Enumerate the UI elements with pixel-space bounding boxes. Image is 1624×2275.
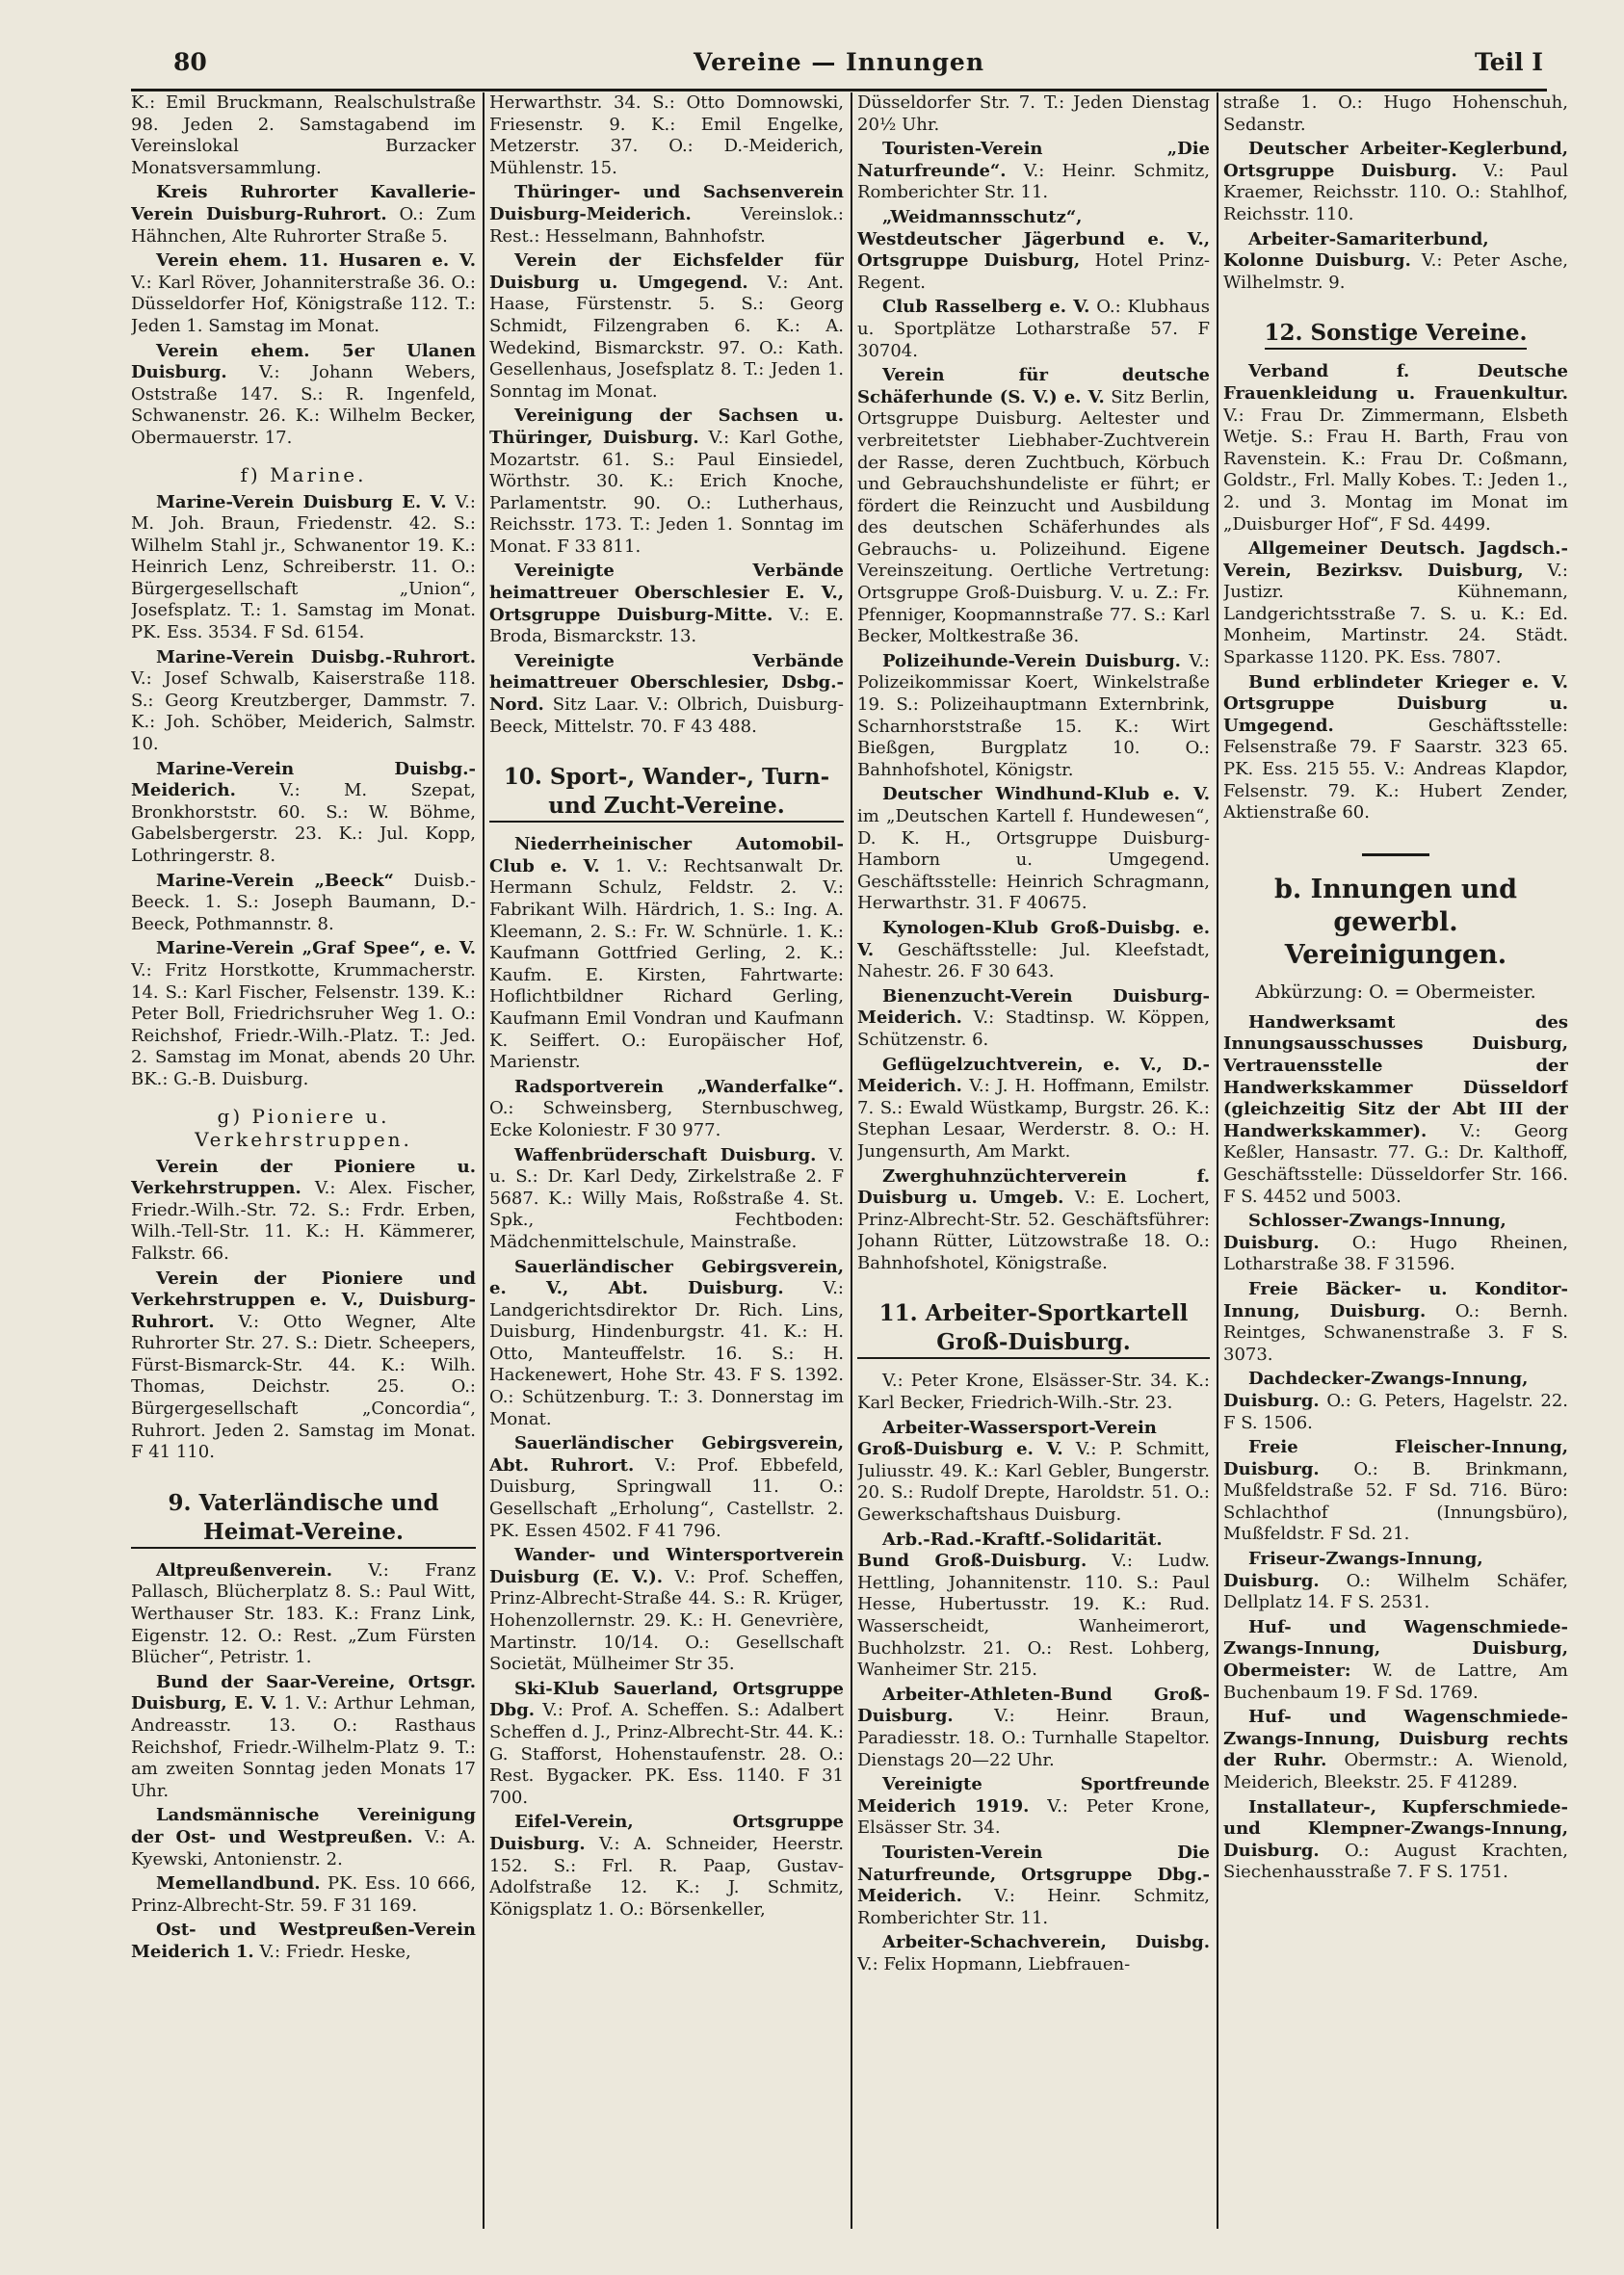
entry bbox=[1223, 1437, 1568, 1546]
entry bbox=[857, 139, 1210, 204]
column-rule bbox=[851, 92, 852, 2229]
entry bbox=[1223, 1279, 1568, 1366]
entry bbox=[131, 1157, 476, 1266]
entry-name: Allgemeiner Deutsch. Jagdsch.-Verein, Bezirksv. Duisburg, bbox=[1223, 538, 1568, 581]
entry-name: Arbeiter-Samariterbund, Kolonne Duisburg. bbox=[1223, 228, 1489, 272]
entry bbox=[489, 561, 844, 647]
entry-details: O.: August Krachten, Siechenhausstraße 7. F S. 1751. bbox=[1223, 1840, 1568, 1883]
entry-name: Touristen-Verein Die Naturfreunde, Ortsgruppe Dbg.-Meiderich. bbox=[857, 1842, 1210, 1907]
running-title: Vereine — Innungen bbox=[693, 48, 985, 76]
entry bbox=[1223, 538, 1568, 669]
section-heading bbox=[857, 1299, 1210, 1359]
entry bbox=[131, 182, 476, 248]
section-title: 9. Vaterländische und Heimat-Vereine. bbox=[131, 1489, 476, 1549]
entry bbox=[1223, 672, 1568, 824]
entry-details: V.: M. Szepat, Bronkhorststr. 60. S.: W. Böhme, Gabelsbergerstr. 23. K.: Jul. Kopp, Lothringerstr. 8. bbox=[131, 780, 476, 866]
entry-details: O.: Wilhelm Schäfer, Dellplatz 14. F S. 2531. bbox=[1223, 1570, 1568, 1613]
entry-details: Geschäftsstelle: Jul. Kleefstadt, Nahestr. 26. F 30 643. bbox=[857, 939, 1210, 982]
entry-name: Landsmännische Vereinigung der Ost- und Westpreußen. bbox=[131, 1805, 476, 1847]
entry-details: V.: Karl Gothe, Mozartstr. 61. S.: Paul Einsiedel, Wörthstr. 30. K.: Erich Knoche, Parlamentstr. 90. O.: Lutherhaus, Reichsstr. 173. T.: Jeden 1. Sonntag im Monat. F 33 811. bbox=[489, 427, 844, 557]
entry-details: V.: Felix Hopmann, Liebfrauen- bbox=[857, 1953, 1131, 1974]
entry-name: Radsportverein „Wanderfalke“. bbox=[514, 1076, 844, 1097]
entry-details: W. de Lattre, Am Buchenbaum 19. F Sd. 1769. bbox=[1223, 1660, 1568, 1703]
entry-name: Niederrheinischer Automobil-Club e. V. bbox=[489, 834, 844, 876]
section-heading bbox=[1223, 319, 1568, 350]
entry-details: V.: Heinr. Braun, Paradiesstr. 18. O.: Turnhalle Stapeltor. Dienstags 20—22 Uhr. bbox=[857, 1706, 1210, 1770]
entry-details: Geschäftsstelle: Felsenstraße 79. F Saarstr. 323 65. PK. Ess. 215 55. V.: Andreas Klapdor, Felsenstr. 79. K.: Hubert Zender, Aktienstraße 60. bbox=[1223, 715, 1568, 824]
entry bbox=[857, 1685, 1210, 1771]
entry-details: V.: E. Broda, Bismarckstr. 13. bbox=[489, 604, 844, 647]
entry bbox=[131, 1920, 476, 1963]
entry-details: O.: B. Brinkmann, Mußfeldstraße 52. F Sd. 716. Büro: Schlachthof (Innungsbüro), Mußfeldstr. F Sd. 21. bbox=[1223, 1458, 1568, 1545]
entry-details: V.: Otto Wegner, Alte Ruhrorter Str. 27. S.: Dietr. Scheepers, Fürst-Bismarck-Str. 44. K.: Wilh. Thomas, Deichstr. 25. O.: Bürgergesellschaft „Concordia“, Ruhrort. Jeden 2. Samstag im Monat. F 41 110. bbox=[131, 1311, 476, 1463]
entry-name: Marine-Verein „Beeck“ bbox=[156, 870, 394, 891]
entry bbox=[131, 1873, 476, 1917]
entry-name: Memellandbund. bbox=[156, 1873, 321, 1895]
entry-name: Handwerksamt des Innungsausschusses Duisburg, Vertrauensstelle der Handwerkskammer Düsseldorf (gleichzeitig Sitz der Abt III der Handwerkskammer). bbox=[1223, 1011, 1568, 1141]
entry bbox=[857, 1055, 1210, 1164]
entry-details: Sitz Berlin, Ortsgruppe Duisburg. Aeltester und verbreitetster Liebhaber-Zuchtverein der Rasse, deren Zuchtbuch, Körbuch und Gebrauchshundeliste er führt; er fördert die Reinzucht und Ausbildung des deutschen Schäferhundes als Gebrauchs- u. Polizeihund. Eigene Vereinszeitung. Oertliche Vertretung: Ortsgruppe Groß-Duisburg. V. u. Z.: Fr. Pfenniger, Koopmannstraße 77. S.: Karl Becker, Moltkestraße 36. bbox=[857, 386, 1210, 647]
column-4 bbox=[1223, 92, 1568, 2229]
entry-name: Deutscher Windhund-Klub e. V. bbox=[882, 784, 1210, 805]
entry-details: PK. Ess. 10 666, Prinz-Albrecht-Str. 59. F 31 169. bbox=[131, 1873, 476, 1916]
entry-name: Freie Fleischer-Innung, Duisburg. bbox=[1223, 1437, 1568, 1479]
entry bbox=[857, 365, 1210, 648]
entry-name: Vereinigte Sportfreunde Meiderich 1919. bbox=[857, 1774, 1210, 1817]
entry-name: Marine-Verein Duisbg.-Ruhrort. bbox=[156, 646, 476, 667]
column-rule bbox=[483, 92, 485, 2229]
entry bbox=[1223, 139, 1568, 225]
entry-details: V.: Fritz Horstkotte, Krummacherstr. 14. S.: Karl Fischer, Felsenstr. 139. K.: Peter Boll, Friedrichsruher Weg 1. O.: Reichshof, Friedr.-Wilh.-Platz. T.: Jed. 2. Samstag im Monat, abends 20 Uhr. BK.: G.-B. Duisburg. bbox=[131, 959, 476, 1089]
column-2 bbox=[489, 92, 844, 2229]
entry-details: V.: Polizeikommissar Koert, Winkelstraße 19. S.: Polizeihauptmann Externbrink, Scharnhorststraße 15. K.: Wirt Bießgen, Burgplatz 10. O.: Bahnhofshotel, Königstr. bbox=[857, 650, 1210, 780]
entry-name: Verein der Eichsfelder für Duisburg u. Umgegend. bbox=[489, 250, 844, 293]
entry-name: Installateur-, Kupferschmiede- und Klempner-Zwangs-Innung, Duisburg. bbox=[1223, 1796, 1568, 1861]
entry-name: Kynologen-Klub Groß-Duisbg. e. V. bbox=[857, 917, 1210, 960]
entry bbox=[857, 297, 1210, 362]
entry-name: Sauerländischer Gebirgsverein, e. V., Abt. Duisburg. bbox=[489, 1256, 844, 1299]
entry-name: Touristen-Verein „Die Naturfreunde“. bbox=[857, 139, 1210, 181]
entry bbox=[1223, 1211, 1568, 1276]
entry-name: Zwerghuhnzüchterverein f. Duisburg u. Umgeb. bbox=[857, 1165, 1210, 1209]
subsection-heading: g) Pioniere u. Verkehrstruppen. bbox=[195, 1104, 412, 1151]
entry-name: Arb.-Rad.-Kraftf.-Solidarität. Bund Groß-Duisburg. bbox=[857, 1529, 1163, 1572]
entry bbox=[1223, 361, 1568, 536]
entry-details: V.: Prof. Scheffen, Prinz-Albrecht-Straße 44. S.: R. Krüger, Hohenzollernstr. 29. K.: H. Genevrière, Martinstr. 10/14. O.: Gesellschaft Societät, Mülheimer Str 35. bbox=[489, 1566, 844, 1675]
entry bbox=[857, 651, 1210, 782]
entry bbox=[131, 871, 476, 936]
entry-details: O.: G. Peters, Hagelstr. 22. F S. 1506. bbox=[1223, 1390, 1568, 1433]
entry-name: Vereinigte Verbände heimattreuer Oberschlesier E. V., Ortsgruppe Duisburg-Mitte. bbox=[489, 561, 844, 625]
entry-details: V.: Karl Röver, Johanniterstraße 36. O.: Düsseldorfer Hof, Königstraße 112. T.: Jeden 1. Samstag im Monat. bbox=[131, 272, 476, 336]
entry bbox=[131, 341, 476, 450]
entry-details: O.: Klubhaus u. Sportplätze Lotharstraße 57. F 30704. bbox=[857, 297, 1210, 361]
entry-details: V. u. S.: Dr. Karl Dedy, Zirkelstraße 2. F 5687. K.: Willy Mais, Roßstraße 4. St. Spk., Fechtboden: Mädchenmittelschule, Mainstraße. bbox=[489, 1144, 844, 1252]
entry-details: V.: J. H. Hoffmann, Emilstr. 7. S.: Ewald Wüstkamp, Burgstr. 26. K.: Stephan Lesaar, Werderstr. 8. O.: H. Jungensurth, Am Markt. bbox=[857, 1076, 1210, 1162]
entry-name: Dachdecker-Zwangs-Innung, Duisburg. bbox=[1223, 1369, 1529, 1411]
chapter-heading: b. Innungen und gewerbl. Vereinigungen. bbox=[1273, 874, 1518, 970]
entry-details: V.: Johann Webers, Oststraße 147. S.: R. Ingenfeld, Schwanenstr. 26. K.: Wilhelm Becker, Obermauerstr. 17. bbox=[131, 362, 476, 448]
entry-name: Marine-Verein Duisbg.-Meiderich. bbox=[131, 758, 476, 801]
entry-details: V.: Peter Asche, Wilhelmstr. 9. bbox=[1223, 250, 1568, 293]
entry bbox=[857, 1418, 1210, 1527]
entry-name: Bienenzucht-Verein Duisburg-Meiderich. bbox=[857, 985, 1210, 1029]
entry bbox=[131, 759, 476, 868]
entry-text: Düsseldorfer Str. 7. T.: Jeden Dienstag 20½ Uhr. bbox=[857, 92, 1210, 135]
entry-details: 1. V.: Rechtsanwalt Dr. Hermann Schulz, Feldstr. 2. V.: Fabrikant Wilh. Härdrich, 1. S.: Ing. A. Kleemann, 2. S.: Fr. W. Schnürle. 1. K.: Kaufmann Gottfried Gerling, 2. K.: Kaufm. E. Kirsten, Fahrtwarte: Hoflichtbildner Richard Gerling, Kaufmann Emil Vondran und Kaufmann K. Seiffert. O.: Europäischer Hof, Marienstr. bbox=[489, 855, 844, 1073]
entry-name: „Weidmannsschutz“, Westdeutscher Jägerbund e. V., Ortsgruppe Duisburg, bbox=[857, 206, 1210, 272]
entry bbox=[1223, 1549, 1568, 1614]
entry-details: V.: Georg Keßler, Hansastr. 77. G.: Dr. Kalthoff, Geschäftsstelle: Düsseldorfer Str. 166. F S. 4452 und 5003. bbox=[1223, 1120, 1568, 1207]
entry-details: V.: Heinr. Schmitz, Romberichter Str. 11. bbox=[857, 160, 1210, 203]
entry bbox=[857, 1774, 1210, 1840]
entry-details: Vereinslok.: Rest.: Hesselmann, Bahnhofstr. bbox=[489, 203, 844, 247]
entry-details: V.: Landgerichtsdirektor Dr. Rich. Lins, Duisburg, Hindenburgstr. 41. K.: H. Otto, Manteuffelstr. 16. S.: H. Hackenewert, Hohe Str. 43. F S. 1392. O.: Schützenburg. T.: 3. Donnerstag im Monat. bbox=[489, 1278, 844, 1429]
entry-text: Herwarthstr. 34. S.: Otto Domnowski, Friesenstr. 9. K.: Emil Engelke, Metzerstr. 37. O.: D.-Meiderich, Mühlenstr. 15. bbox=[489, 92, 844, 178]
entry-details: V.: Ludw. Hettling, Johannitenstr. 110. S.: Paul Hesse, Hubertusstr. 19. K.: Rud. Wasserscheidt, Wanheimerort, Buchholzstr. 21. O.: Rest. Lohberg, Wanheimer Str. 215. bbox=[857, 1551, 1210, 1681]
entry-name: Freie Bäcker- u. Konditor-Innung, Duisburg. bbox=[1223, 1278, 1568, 1321]
entry-text: V.: Peter Krone, Elsässer-Str. 34. K.: Karl Becker, Friedrich-Wilh.-Str. 23. bbox=[857, 1371, 1210, 1414]
entry-name: Verein der Pioniere und Verkehrstruppen e. V., Duisburg-Ruhrort. bbox=[131, 1268, 476, 1332]
entry-name: Verband f. Deutsche Frauenkleidung u. Frauenkultur. bbox=[1223, 361, 1568, 404]
entry bbox=[857, 1932, 1210, 1975]
entry-name: Verein ehem. 11. Husaren e. V. bbox=[156, 250, 476, 272]
entry-details: V.: Prof. A. Scheffen. S.: Adalbert Scheffen d. J., Prinz-Albrecht-Str. 44. K.: G. Stafforst, Hohenstaufenstr. 28. O.: Rest. Bygacker. PK. Ess. 1140. F 31 700. bbox=[489, 1700, 844, 1808]
entry-name: Arbeiter-Wassersport-Verein Groß-Duisburg e. V. bbox=[857, 1417, 1157, 1460]
entry bbox=[489, 250, 844, 403]
entry bbox=[489, 1433, 844, 1542]
entry-details: V.: Stadtinsp. W. Köppen, Schützenstr. 6. bbox=[857, 1007, 1210, 1050]
entry-name: Schlosser-Zwangs-Innung, Duisburg. bbox=[1223, 1211, 1506, 1253]
entry bbox=[1223, 1617, 1568, 1704]
section-heading bbox=[131, 1489, 476, 1549]
entry bbox=[489, 1812, 844, 1921]
part-label: Teil I bbox=[1474, 48, 1543, 76]
entry-name: Arbeiter-Athleten-Bund Groß-Duisburg. bbox=[857, 1684, 1210, 1727]
entry bbox=[131, 250, 476, 337]
entry-name: Thüringer- und Sachsenverein Duisburg-Meiderich. bbox=[489, 182, 844, 224]
entry-name: Verein ehem. 5er Ulanen Duisburg. bbox=[131, 340, 476, 383]
entry bbox=[131, 1805, 476, 1870]
entry-name: Arbeiter-Schachverein, Duisbg. bbox=[882, 1932, 1210, 1953]
entry-name: Ost- und Westpreußen-Verein Meiderich 1. bbox=[131, 1920, 476, 1962]
column-rule bbox=[1217, 92, 1218, 2229]
section-title: 10. Sport-, Wander-, Turn- und Zucht-Vereine. bbox=[489, 763, 844, 823]
entry bbox=[857, 1530, 1210, 1682]
entry bbox=[131, 492, 476, 644]
entry bbox=[489, 834, 844, 1074]
entry bbox=[1223, 229, 1568, 295]
entry-details: V.: Heinr. Schmitz, Romberichter Str. 11. bbox=[857, 1886, 1210, 1928]
entry-name: Geflügelzuchtverein, e. V., D.-Meiderich. bbox=[857, 1054, 1210, 1097]
entry bbox=[131, 1268, 476, 1464]
entry bbox=[1223, 1012, 1568, 1208]
entry-name: Eifel-Verein, Ortsgruppe Duisburg. bbox=[489, 1812, 844, 1854]
entry-details: V.: Paul Kraemer, Reichsstr. 110. O.: Stahlhof, Reichsstr. 110. bbox=[1223, 160, 1568, 224]
subsection-heading: f) Marine. bbox=[240, 462, 367, 486]
entry-details: Obermstr.: A. Wienold, Meiderich, Bleekstr. 25. F 41289. bbox=[1223, 1750, 1568, 1792]
entry-name: Waffenbrüderschaft Duisburg. bbox=[514, 1144, 817, 1165]
entry-details: V.: Friedr. Heske, bbox=[259, 1941, 411, 1962]
entry-name: Deutscher Arbeiter-Keglerbund, Ortsgruppe Duisburg. bbox=[1223, 139, 1568, 181]
entry bbox=[857, 207, 1210, 294]
entry-details: V.: M. Joh. Braun, Friedenstr. 42. S.: Wilhelm Stahl jr., Schwanentor 19. K.: Heinrich Lenz, Schreiberstr. 11. O.: Bürgergesellschaft „Union“, Josefsplatz. T.: 1. Samstag im Monat. PK. Ess. 3534. F Sd. 6154. bbox=[131, 491, 476, 643]
entry-details: 1. V.: Arthur Lehman, Andreasstr. 13. O.: Rasthaus Reichshof, Friedr.-Wilhelm-Platz 9. T.: am zweiten Sonntag jeden Monats 17 Uhr. bbox=[131, 1693, 476, 1801]
entry-details: V.: Ant. Haase, Fürstenstr. 5. S.: Georg Schmidt, Filzengraben 6. K.: A. Wedekind, Bismarckstr. 97. O.: Kath. Gesellenhaus, Josefsplatz 8. T.: Jeden 1. Sonntag im Monat. bbox=[489, 272, 844, 402]
entry-details: O.: Zum Hähnchen, Alte Ruhrorter Straße 5. bbox=[131, 203, 476, 247]
page-number: 80 bbox=[173, 48, 207, 76]
entry-name: Altpreußenverein. bbox=[156, 1559, 332, 1581]
entry bbox=[489, 405, 844, 558]
entry-details: V.: Peter Krone, Elsässer Str. 34. bbox=[857, 1795, 1210, 1839]
entry-details: V.: P. Schmitt, Juliusstr. 49. K.: Karl Gebler, Bungerstr. 20. S.: Rudolf Drepte, Haroldstr. 51. O.: Gewerkschaftshaus Duisburg. bbox=[857, 1439, 1210, 1526]
entry bbox=[131, 938, 476, 1090]
section-heading bbox=[489, 763, 844, 823]
entry-name: Verein für deutsche Schäferhunde (S. V.) e. V. bbox=[857, 365, 1210, 407]
entry-details: V.: E. Lochert, Prinz-Albrecht-Str. 52. Geschäftsführer: Johann Rütter, Lützowstraße 18. O.: Bahnhofshotel, Königstraße. bbox=[857, 1188, 1210, 1273]
entry bbox=[489, 1545, 844, 1676]
entry bbox=[131, 1560, 476, 1669]
entry-name: Marine-Verein „Graf Spee“, e. V. bbox=[156, 938, 476, 959]
entry-name: Kreis Ruhrorter Kavallerie-Verein Duisburg-Ruhrort. bbox=[131, 182, 476, 224]
entry-name: Bund der Saar-Vereine, Ortsgr. Duisburg, E. V. bbox=[131, 1671, 476, 1714]
column-1 bbox=[131, 92, 476, 2229]
entry bbox=[1223, 1707, 1568, 1793]
entry-details: Sitz Laar. V.: Olbrich, Duisburg-Beeck, Mittelstr. 70. F 43 488. bbox=[489, 694, 844, 737]
entry-name: Ski-Klub Sauerland, Ortsgruppe Dbg. bbox=[489, 1678, 844, 1721]
section-divider bbox=[1362, 853, 1429, 856]
entry-name: Polizeihunde-Verein Duisburg. bbox=[882, 650, 1181, 671]
entry bbox=[857, 918, 1210, 983]
entry bbox=[489, 182, 844, 248]
entry-details: V.: A. Schneider, Heerstr. 152. S.: Frl. R. Paap, Gustav-Adolfstraße 12. K.: J. Schmitz, Königsplatz 1. O.: Börsenkeller, bbox=[489, 1833, 844, 1920]
entry-details: V.: Alex. Fischer, Friedr.-Wilh.-Str. 72. S.: Frdr. Erben, Wilh.-Tell-Str. 11. K.: H. Kämmerer, Falkstr. 66. bbox=[131, 1178, 476, 1264]
column-3 bbox=[857, 92, 1210, 2229]
entry-details: O.: Schweinsberg, Sternbuschweg, Ecke Koloniestr. F 30 977. bbox=[489, 1098, 844, 1140]
entry bbox=[489, 1145, 844, 1254]
entry-details: V.: Justizr. Kühnemann, Landgerichtsstraße 7. S. u. K.: Ed. Monheim, Martinstr. 24. Städt. Sparkasse 1120. PK. Ess. 7807. bbox=[1223, 560, 1568, 668]
entry bbox=[489, 1077, 844, 1142]
entry bbox=[131, 647, 476, 756]
entry-name: Wander- und Wintersportverein Duisburg (E. V.). bbox=[489, 1545, 844, 1587]
entry-name: Huf- und Wagenschmiede-Zwangs-Innung, Duisburg, Obermeister: bbox=[1223, 1616, 1568, 1682]
entry-details: V.: Prof. Ebbefeld, Duisburg, Springwall 11. O.: Gesellschaft „Erholung“, Castellstr. 2. PK. Essen 4502. F 41 796. bbox=[489, 1454, 844, 1541]
section-title: 11. Arbeiter-Sportkartell Groß-Duisburg. bbox=[857, 1299, 1210, 1359]
entry-name: Marine-Verein Duisburg E. V. bbox=[156, 491, 447, 512]
entry bbox=[489, 651, 844, 738]
entry bbox=[857, 986, 1210, 1052]
entry bbox=[857, 1843, 1210, 1929]
entry-details: V.: Josef Schwalb, Kaiserstraße 118. S.: Georg Kreutzberger, Dammstr. 7. K.: Joh. Schöber, Meiderich, Salmstr. 10. bbox=[131, 668, 476, 755]
entry bbox=[131, 1672, 476, 1803]
entry-name: Club Rasselberg e. V. bbox=[882, 297, 1090, 318]
entry-name: Huf- und Wagenschmiede-Zwangs-Innung, Duisburg rechts der Ruhr. bbox=[1223, 1707, 1568, 1771]
entry bbox=[489, 1257, 844, 1431]
running-header bbox=[131, 42, 1547, 92]
entry bbox=[489, 1679, 844, 1810]
entry-details: O.: Bernh. Reintges, Schwanenstraße 3. F S. 3073. bbox=[1223, 1300, 1568, 1365]
entry-details: V.: A. Kyewski, Antonienstr. 2. bbox=[131, 1826, 476, 1870]
entry-name: Bund erblindeter Krieger e. V. Ortsgruppe Duisburg u. Umgegend. bbox=[1223, 671, 1568, 736]
entry-details: im „Deutschen Kartell f. Hundewesen“, D. K. H., Ortsgruppe Duisburg-Hamborn u. Umgegend. Geschäftsstelle: Heinrich Schragmann, Herwarthstr. 31. F 40675. bbox=[857, 806, 1210, 914]
entry bbox=[1223, 1369, 1568, 1434]
entry-details: Duisb.-Beeck. 1. S.: Joseph Baumann, D.-Beeck, Pothmannstr. 8. bbox=[131, 870, 476, 934]
entry-name: Vereinigte Verbände heimattreuer Oberschlesier, Dsbg.-Nord. bbox=[489, 650, 844, 716]
entry-details: O.: Hugo Rheinen, Lotharstraße 38. F 31596. bbox=[1223, 1232, 1568, 1275]
entry-name: Sauerländischer Gebirgsverein, Abt. Ruhrort. bbox=[489, 1433, 844, 1476]
entry-details: Hotel Prinz-Regent. bbox=[857, 250, 1210, 293]
entry bbox=[1223, 1797, 1568, 1884]
entry bbox=[857, 1166, 1210, 1275]
entry-name: Verein der Pioniere u. Verkehrstruppen. bbox=[131, 1156, 476, 1199]
entry-text: straße 1. O.: Hugo Hohenschuh, Sedanstr. bbox=[1223, 92, 1568, 135]
entry-text: K.: Emil Bruckmann, Realschulstraße 98. Jeden 2. Samstagabend im Vereinslokal Burzacker Monatsversammlung. bbox=[131, 92, 476, 178]
entry bbox=[857, 784, 1210, 915]
section-title: 12. Sonstige Vereine. bbox=[1265, 319, 1528, 350]
entry-name: Vereinigung der Sachsen u. Thüringer, Duisburg. bbox=[489, 405, 844, 448]
abbreviation-note: Abkürzung: O. = Obermeister. bbox=[1255, 981, 1536, 1003]
entry-details: V.: Franz Pallasch, Blücherplatz 8. S.: Paul Witt, Werthauser Str. 183. K.: Franz Link, Eigenstr. 12. O.: Rest. „Zum Fürsten Blücher“, Petristr. 1. bbox=[131, 1559, 476, 1668]
entry-details: V.: Frau Dr. Zimmermann, Elsbeth Wetje. S.: Frau H. Barth, Frau von Ravenstein. K.: Frau Dr. Coßmann, Goldstr., Frl. Mally Kobes. T.: Jeden 1., 2. und 3. Montag im Monat im „Duisburger Hof“, F Sd. 4499. bbox=[1223, 405, 1568, 535]
entry-name: Friseur-Zwangs-Innung, Duisburg. bbox=[1223, 1549, 1483, 1591]
